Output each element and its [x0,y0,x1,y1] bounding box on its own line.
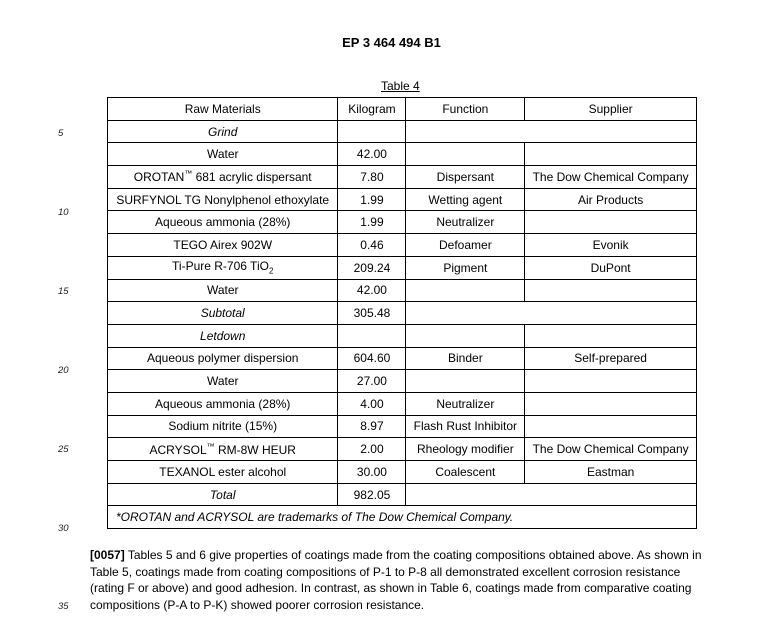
col-header-kilogram: Kilogram [338,98,406,121]
supplier-cell [525,211,697,234]
kg-cell [338,324,406,347]
kg-cell: 27.00 [338,370,406,393]
function-cell [406,324,525,347]
function-cell: Wetting agent [406,188,525,211]
table-row [108,392,697,415]
table-row [108,166,697,189]
table-row [108,256,697,279]
col-header-supplier: Supplier [525,98,697,121]
line-number: 35 [58,601,69,612]
material-cell: Water [108,143,338,166]
empty-cell [406,120,697,143]
line-number: 25 [58,444,69,455]
kg-cell: 42.00 [338,279,406,302]
col-header-raw-materials: Raw Materials [108,98,338,121]
material-cell: Ti-Pure R-706 TiO$_2$ [108,256,338,279]
material-cell: SURFYNOL TG Nonylphenol ethoxylate [108,188,338,211]
paragraph-0057 [90,547,716,613]
total-label: Total [108,483,338,506]
footnote: *OROTAN and ACRYSOL are trademarks of The Dow Chemical Company. [108,506,697,529]
subtotal-value: 305.48 [338,302,406,325]
supplier-cell: Evonik [525,234,697,257]
kg-cell: 7.80 [338,166,406,189]
patent-header: EP 3 464 494 B1 [342,35,441,50]
kg-cell: 30.00 [338,461,406,484]
raw-materials-table [107,97,697,529]
kg-cell: 604.60 [338,347,406,370]
material-cell: Aqueous polymer dispersion [108,347,338,370]
footnote-row [108,506,697,529]
table-row [108,438,697,461]
supplier-cell: Self-prepared [525,347,697,370]
table-row [108,234,697,257]
table-row [108,370,697,393]
kg-cell: 42.00 [338,143,406,166]
table-caption: Table 4 [381,79,420,93]
supplier-cell [525,415,697,438]
paragraph-text: Tables 5 and 6 give properties of coatings made from the coating compositions obtained above. As shown in Table 5, coatings made from coating compositions of P-1 to P-8 all demonstrated excellent corrosion resistance (rating F or above) and good adhesion. In contrast, as shown in Table 6, coatings made from comparative coating compositions (P-A to P-K) showed poorer corrosion resistance. [90,548,702,612]
supplier-cell: The Dow Chemical Company [525,438,697,461]
table-row [108,347,697,370]
material-cell: TEXANOL ester alcohol [108,461,338,484]
supplier-cell: The Dow Chemical Company [525,166,697,189]
table-row [108,415,697,438]
subtotal-label: Subtotal [108,302,338,325]
empty-cell [406,483,697,506]
function-cell: Dispersant [406,166,525,189]
function-cell: Binder [406,347,525,370]
total-row [108,483,697,506]
empty-cell [406,302,697,325]
material-cell: Water [108,279,338,302]
kg-cell: 2.00 [338,438,406,461]
table-row [108,188,697,211]
supplier-cell: Eastman [525,461,697,484]
function-cell: Neutralizer [406,392,525,415]
line-number: 10 [58,207,69,218]
function-cell: Neutralizer [406,211,525,234]
section-row [108,324,697,347]
material-cell: TEGO Airex 902W [108,234,338,257]
line-number: 20 [58,365,69,376]
material-cell: OROTAN™ 681 acrylic dispersant [108,166,338,189]
function-cell [406,143,525,166]
table-row [108,211,697,234]
kg-cell [338,120,406,143]
function-cell: Flash Rust Inhibitor [406,415,525,438]
kg-cell: 209.24 [338,256,406,279]
kg-cell: 1.99 [338,188,406,211]
function-cell: Pigment [406,256,525,279]
subtotal-row [108,302,697,325]
section-row [108,120,697,143]
line-number: 15 [58,286,69,297]
function-cell: Defoamer [406,234,525,257]
total-value: 982.05 [338,483,406,506]
supplier-cell [525,279,697,302]
paragraph-number: [0057] [90,548,125,562]
section-label: Grind [108,120,338,143]
supplier-cell: DuPont [525,256,697,279]
supplier-cell: Air Products [525,188,697,211]
supplier-cell [525,143,697,166]
material-cell: Water [108,370,338,393]
kg-cell: 0.46 [338,234,406,257]
line-number: 30 [58,523,69,534]
material-cell: Aqueous ammonia (28%) [108,392,338,415]
supplier-cell [525,324,697,347]
kg-cell: 8.97 [338,415,406,438]
line-number: 5 [58,128,64,139]
supplier-cell [525,370,697,393]
kg-cell: 1.99 [338,211,406,234]
function-cell [406,370,525,393]
section-label: Letdown [108,324,338,347]
kg-cell: 4.00 [338,392,406,415]
table-header-row [108,98,697,121]
supplier-cell [525,392,697,415]
table-row [108,461,697,484]
material-cell: Sodium nitrite (15%) [108,415,338,438]
material-cell: ACRYSOL™ RM-8W HEUR [108,438,338,461]
function-cell: Rheology modifier [406,438,525,461]
table-row [108,143,697,166]
function-cell [406,279,525,302]
col-header-function: Function [406,98,525,121]
function-cell: Coalescent [406,461,525,484]
table-row [108,279,697,302]
material-cell: Aqueous ammonia (28%) [108,211,338,234]
